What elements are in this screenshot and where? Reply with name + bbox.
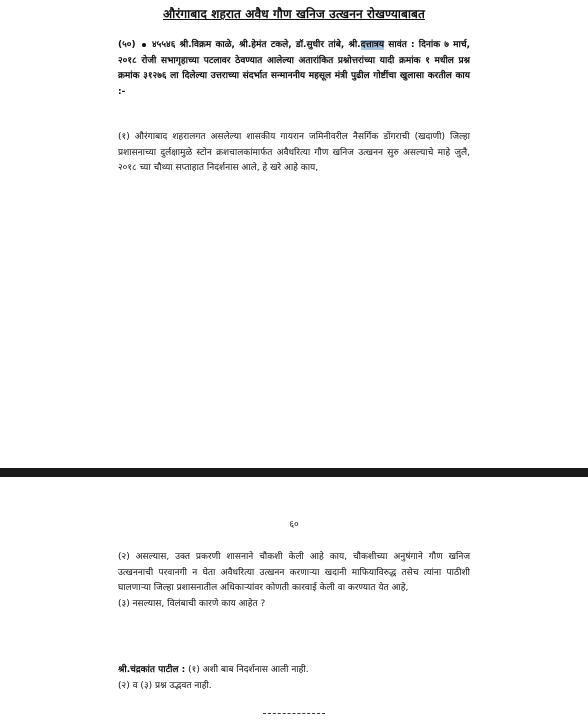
- question-continuation: [118, 550, 470, 612]
- answer-part-2: (२) व (३) प्रश्न उद्भवत नाही.: [118, 680, 212, 691]
- question-part-3: (३) नसल्यास, विलंबाची कारणे काय आहेत ?: [118, 598, 266, 609]
- answer-block: [118, 663, 470, 694]
- answer-line-1: [118, 663, 470, 679]
- selected-text-highlight[interactable]: दत्तात्रय: [360, 40, 385, 50]
- question-members: ४५५४६ श्री.विक्रम काळे, श्री.हेमंत टकले, डॉ.सुधीर तांबे, श्री.: [151, 40, 361, 50]
- bullet-icon: [142, 43, 146, 47]
- page-separator: [0, 468, 588, 477]
- question-part-1: (१) औरंगाबाद शहरालगत असलेल्या शासकीय गायरान जमिनीवरील नैसर्गिक डोंगराची (खदाणी) जिल्हा प्रशासनाच्या दुर्लक्षामुळे स्टोन क्रशचालकांमार्फत अवैधरित्या गौण खनिज उत्खनन सुरु असल्याचे माहे जुलै, २०१८ च्या चौथ्या सप्ताहात निदर्शनास आले, हे खरे आहे काय,: [118, 132, 470, 173]
- question-part-2: (२) असल्यास, उक्त प्रकरणी शासनाने चौकशी केली आहे काय, चौकशीच्या अनुषंगाने गौण खनिज उत्खननाची परवानगी न घेता अवैधरित्या उत्खनन करणाऱ्या खदानी माफियाविरुद्ध तसेच त्यांना पाठीशी घालणाऱ्या जिल्हा प्रशासनातील अधिकाऱ्यांवर कोणती कारवाई केली वा करण्यात येत आहे,: [118, 552, 470, 593]
- document-page-2: [0, 477, 588, 725]
- page-number: ६०: [289, 520, 299, 530]
- minister-name: श्री.चंद्रकांत पाटील :: [118, 665, 186, 675]
- question-header: [118, 38, 470, 100]
- document-title: औरंगाबाद शहरात अवैध गौण खनिज उत्खनन रोखण्याबाबत: [163, 7, 425, 21]
- end-divider: [263, 713, 325, 714]
- question-intro: सावंत : दिनांक ७ मार्च, २०१८ रोजी सभागृहाच्या पटलावर ठेवण्यात आलेल्या अतारांकित प्रश्नोत्तरांच्या यादी क्रमांक १ मधील प्रश्न क्रमांक ३१२७६ ला दिलेल्या उत्तराच्या संदर्भात सन्माननीय महसूल मंत्री पुढील गोष्टींचा खुलासा करतील काय :-: [118, 40, 471, 97]
- question-number: (५०): [118, 40, 136, 50]
- answer-part-1: (१) अशी बाब निदर्शनास आली नाही.: [185, 665, 309, 675]
